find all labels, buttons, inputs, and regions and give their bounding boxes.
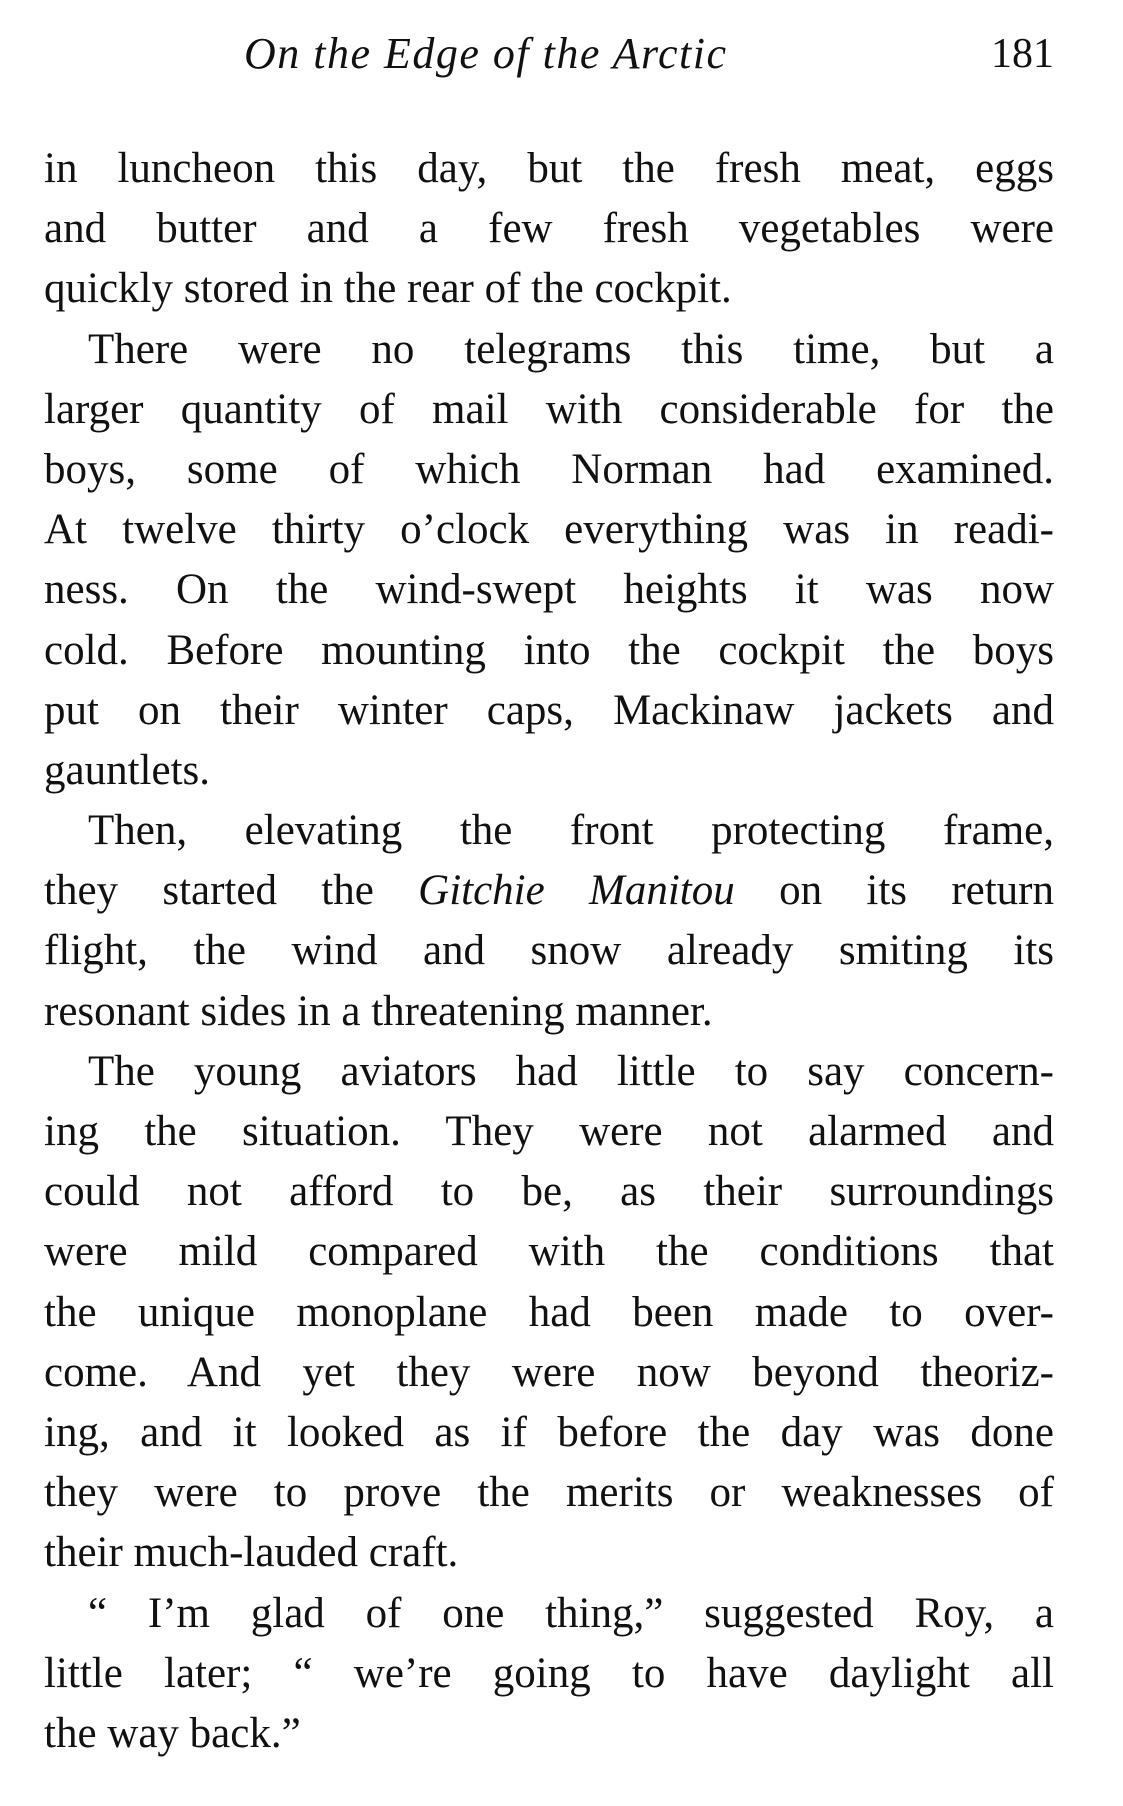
text-fragment: on its return [734, 867, 1054, 915]
text-line: Then, elevating the front protecting frame, [88, 807, 1054, 855]
text-line: put on their winter caps, Mackinaw jackets and [44, 686, 1054, 734]
text-line: cold. Before mounting into the cockpit the boys [44, 626, 1054, 674]
text-line: the unique monoplane had been made to over- [44, 1288, 1054, 1336]
text-fragment: they started the [44, 867, 419, 915]
text-line: little later; “ we’re going to have daylight all [44, 1649, 1054, 1697]
text-line: resonant sides in a threatening manner. [44, 987, 713, 1035]
text-line: The young aviators had little to say concern- [88, 1047, 1054, 1095]
paragraph [44, 1042, 1054, 1584]
text-line: “ I’m glad of one thing,” suggested Roy, a [88, 1589, 1054, 1637]
paragraph [44, 1584, 1054, 1765]
text-line: gauntlets. [44, 746, 210, 794]
text-line: ing the situation. They were not alarmed and [44, 1108, 1054, 1155]
text-line: larger quantity of mail with considerable for the [44, 385, 1054, 433]
text-line: they were to prove the merits or weaknesses of [44, 1469, 1054, 1517]
text-line: ness. On the wind-swept heights it was now [44, 566, 1054, 614]
text-line: and butter and a few fresh vegetables were [44, 205, 1054, 253]
running-title: On the Edge of the Arctic [244, 29, 728, 78]
text-line: in luncheon this day, but the fresh meat, eggs [44, 145, 1054, 192]
body-text [44, 139, 1054, 1764]
page-number: 181 [991, 31, 1054, 77]
text-line-with-title [44, 861, 1054, 921]
text-line: At twelve thirty o’clock everything was in readi- [44, 506, 1054, 554]
paragraph [44, 801, 1054, 1042]
text-line: could not afford to be, as their surroundings [44, 1168, 1054, 1216]
page-header [44, 24, 1054, 84]
text-line: were mild compared with the conditions that [44, 1228, 1054, 1276]
text-line: come. And yet they were now beyond theoriz- [44, 1348, 1054, 1396]
text-line: their much-lauded craft. [44, 1529, 459, 1577]
text-line: the way back.” [44, 1709, 301, 1757]
paragraph [44, 320, 1054, 802]
text-line: flight, the wind and snow already smiting its [44, 927, 1054, 975]
text-line: ing, and it looked as if before the day was done [44, 1408, 1054, 1456]
text-line: boys, some of which Norman had examined. [44, 445, 1054, 493]
text-line: There were no telegrams this time, but a [88, 325, 1054, 373]
text-line: quickly stored in the rear of the cockpit. [44, 265, 732, 313]
vessel-name: Gitchie Manitou [418, 867, 735, 915]
paragraph [44, 139, 1054, 320]
